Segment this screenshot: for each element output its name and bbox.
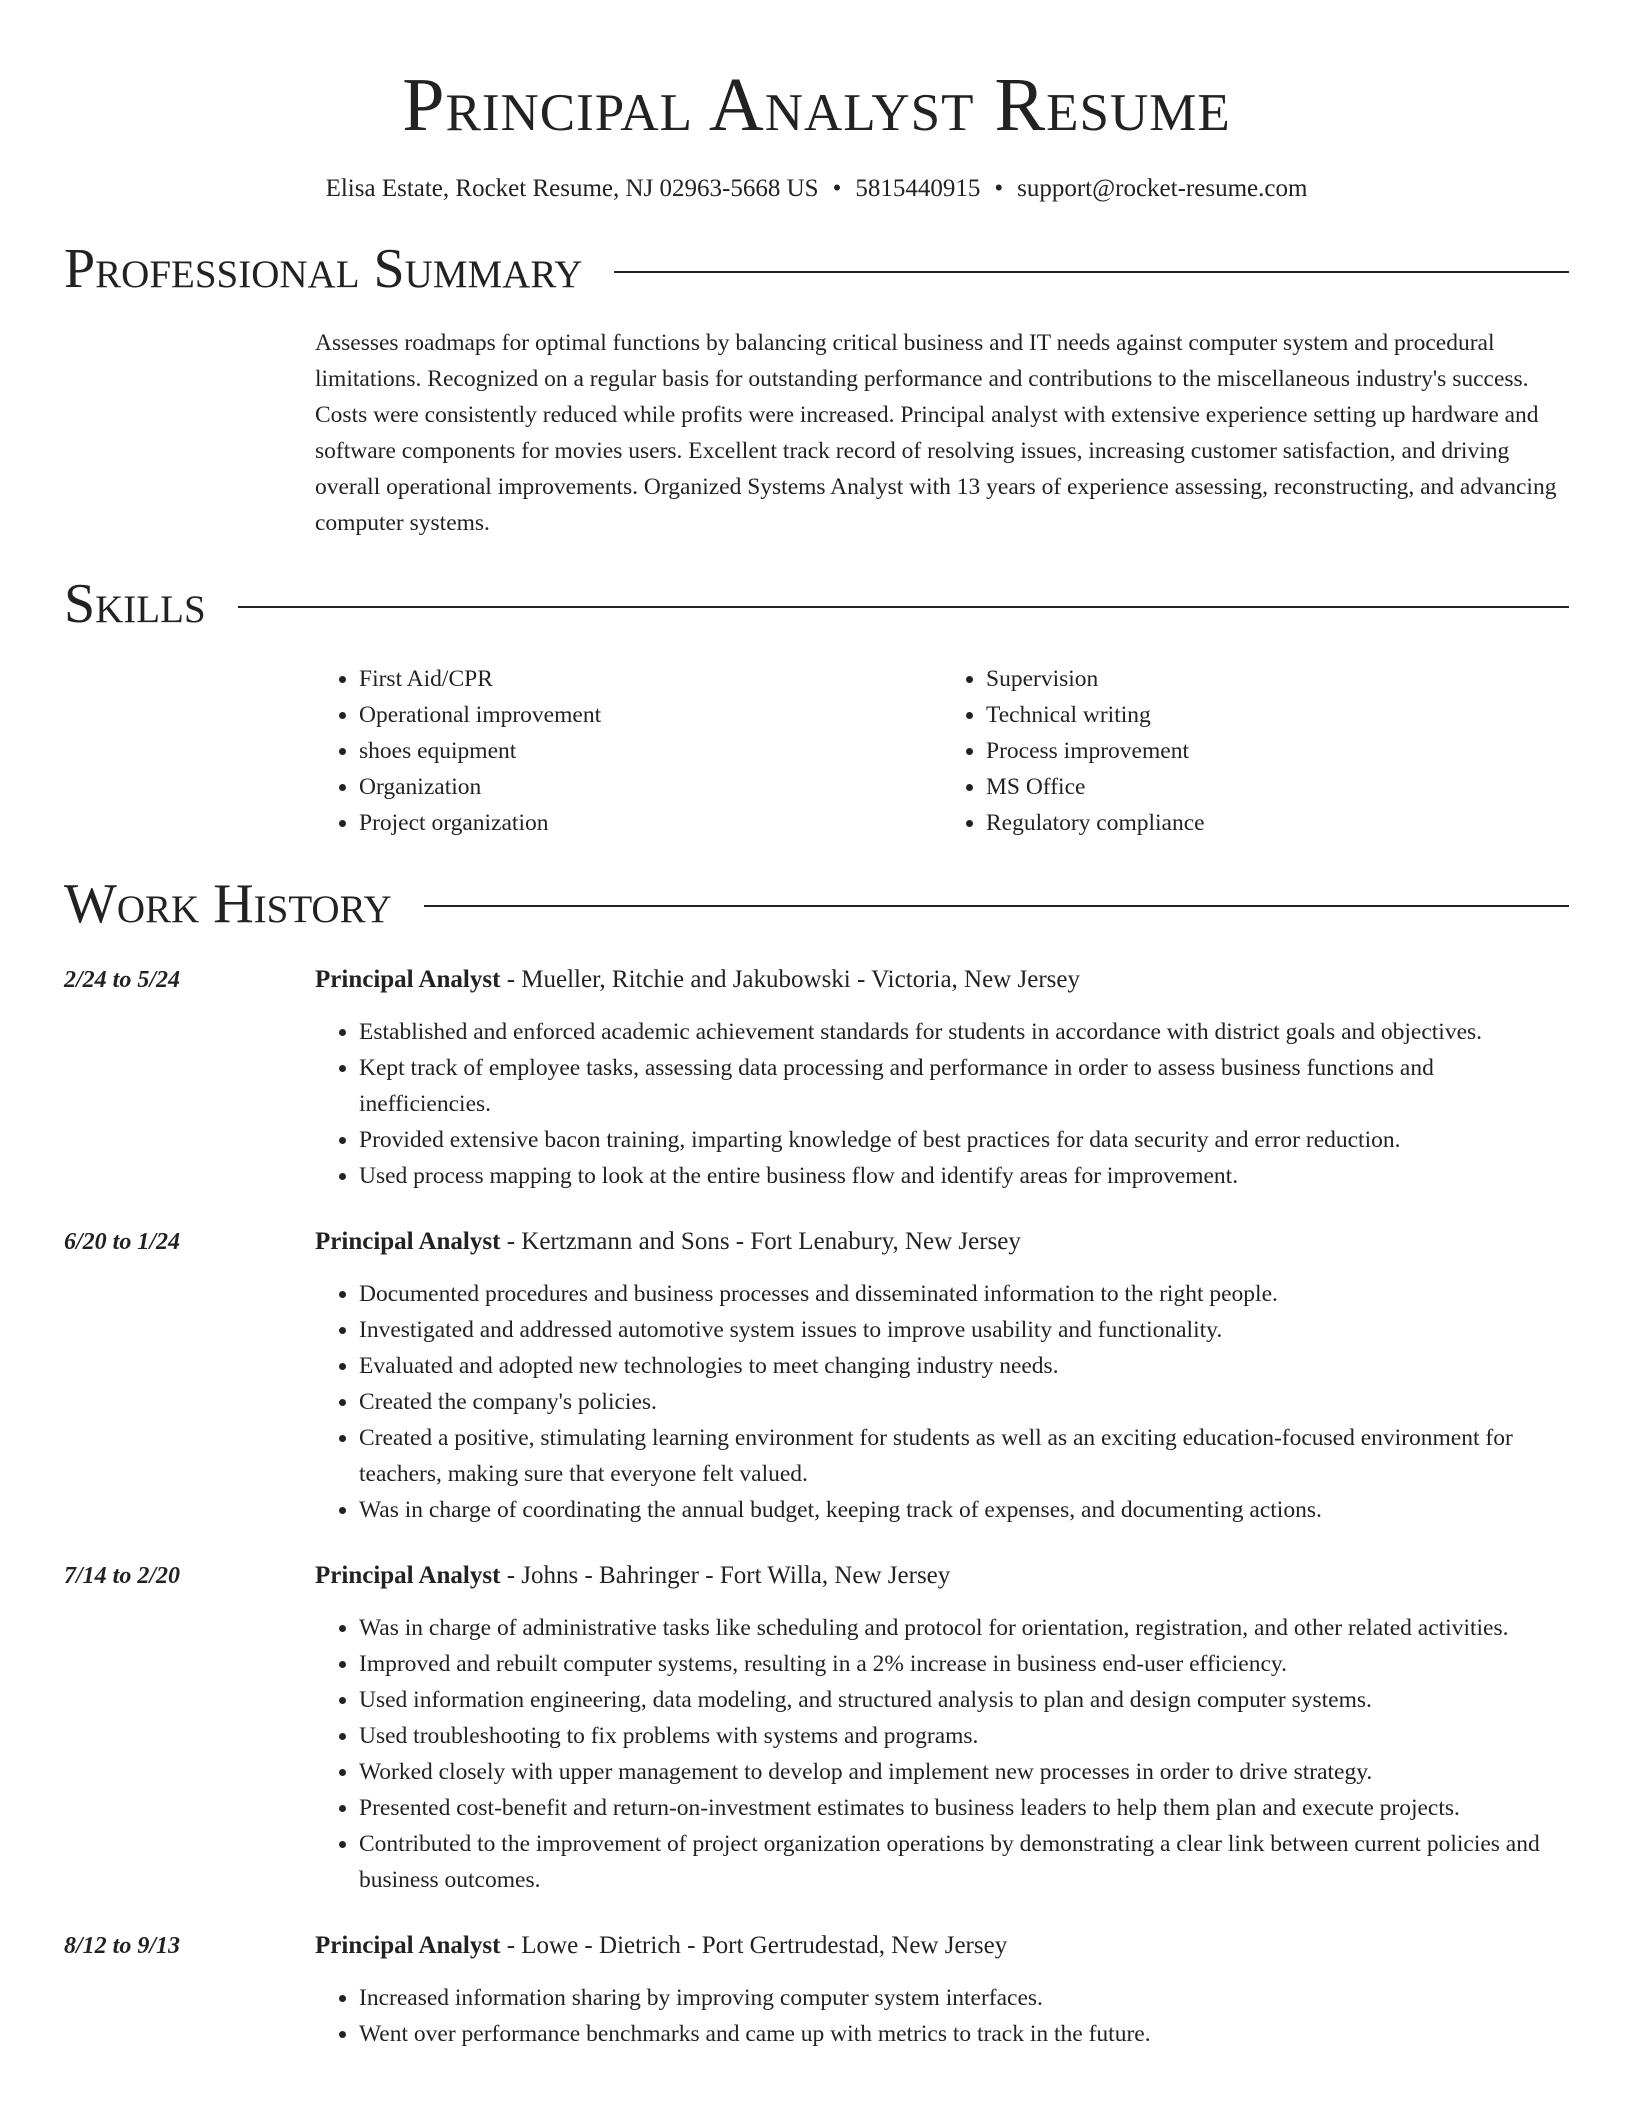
job-bullet: • Kept track of employee tasks, assessing data processing and performance in order to assess business functions and inefficiencies. [359, 1050, 1569, 1122]
job-employer: - Kertzmann and Sons - Fort Lenabury, New Jersey [500, 1227, 1021, 1255]
contact-address: Elisa Estate, Rocket Resume, NJ 02963-5668 US [325, 175, 819, 203]
job-bullets [315, 1980, 1569, 2052]
job-entry [64, 1928, 1569, 2052]
job-dates: 8/12 to 9/13 [64, 1932, 181, 1959]
job-bullet: • Used process mapping to look at the entire business flow and identify areas for improvement. [359, 1158, 1569, 1194]
job-bullet: • Presented cost-benefit and return-on-investment estimates to business leaders to help them plan and execute projects. [359, 1790, 1569, 1826]
work-heading: Work History [64, 872, 392, 935]
job-employer: - Mueller, Ritchie and Jakubowski - Victoria, New Jersey [500, 965, 1080, 993]
job-body [315, 1224, 1569, 1528]
job-bullets [315, 1610, 1569, 1898]
job-title: Principal Analyst [315, 965, 501, 993]
job-bullet: • Worked closely with upper management to develop and implement new processes in order to drive strategy. [359, 1754, 1569, 1790]
skill-item: • shoes equipment [359, 733, 942, 769]
skills-section-header [64, 571, 1569, 638]
job-entry [64, 1224, 1569, 1528]
skill-item: • Process improvement [986, 733, 1569, 769]
job-bullet: • Used information engineering, data modeling, and structured analysis to plan and design computer systems. [359, 1682, 1569, 1718]
section-divider [614, 271, 1569, 273]
job-bullet: • Created the company's policies. [359, 1384, 1569, 1420]
job-entry [64, 1558, 1569, 1898]
summary-heading: Professional Summary [64, 238, 583, 301]
resume-title: Principal Analyst Resume [402, 63, 1231, 147]
job-dates: 2/24 to 5/24 [64, 966, 181, 993]
skills-column-left [315, 661, 942, 841]
skill-item: • Operational improvement [359, 697, 942, 733]
job-header [315, 1558, 1569, 1594]
job-bullet: • Used troubleshooting to fix problems with systems and programs. [359, 1718, 1569, 1754]
job-bullet: • Contributed to the improvement of project organization operations by demonstrating a clear link between current policies and business outcomes. [359, 1826, 1569, 1898]
job-body [315, 1928, 1569, 2052]
skills-heading: Skills [64, 573, 206, 636]
job-dates: 7/14 to 2/20 [64, 1562, 181, 1589]
skill-item: • First Aid/CPR [359, 661, 942, 697]
job-employer: - Johns - Bahringer - Fort Willa, New Jersey [500, 1561, 951, 1589]
job-header [315, 1224, 1569, 1260]
skill-item: • Technical writing [986, 697, 1569, 733]
skill-item: • Project organization [359, 805, 942, 841]
skill-item: • Organization [359, 769, 942, 805]
contact-separator: • [994, 175, 1004, 203]
job-bullet: • Was in charge of coordinating the annual budget, keeping track of expenses, and documenting actions. [359, 1492, 1569, 1528]
job-bullet: • Documented procedures and business processes and disseminated information to the right people. [359, 1276, 1569, 1312]
job-bullet: • Provided extensive bacon training, imparting knowledge of best practices for data security and error reduction. [359, 1122, 1569, 1158]
section-divider [238, 606, 1569, 608]
skills-list [315, 661, 1569, 841]
job-employer: - Lowe - Dietrich - Port Gertrudestad, New Jersey [500, 1931, 1008, 1959]
job-title: Principal Analyst [315, 1227, 501, 1255]
contact-separator: • [832, 175, 842, 203]
job-header [315, 1928, 1569, 1964]
job-entry [64, 962, 1569, 1194]
job-bullet: • Evaluated and adopted new technologies to meet changing industry needs. [359, 1348, 1569, 1384]
job-title: Principal Analyst [315, 1931, 501, 1959]
section-divider [424, 905, 1569, 907]
skill-item: • Supervision [986, 661, 1569, 697]
job-body [315, 1558, 1569, 1898]
job-header [315, 962, 1569, 998]
job-title: Principal Analyst [315, 1561, 501, 1589]
contact-line [64, 171, 1569, 206]
job-bullet: • Improved and rebuilt computer systems, resulting in a 2% increase in business end-user efficiency. [359, 1646, 1569, 1682]
job-bullet: • Investigated and addressed automotive system issues to improve usability and functionality. [359, 1312, 1569, 1348]
work-section-header [64, 871, 1569, 938]
job-bullet: • Went over performance benchmarks and came up with metrics to track in the future. [359, 2016, 1569, 2052]
summary-section-header [64, 236, 1569, 303]
job-bullets [315, 1014, 1569, 1194]
job-bullet: • Was in charge of administrative tasks like scheduling and protocol for orientation, registration, and other related activities. [359, 1610, 1569, 1646]
job-bullets [315, 1276, 1569, 1528]
contact-phone: 5815440915 [855, 175, 981, 203]
job-dates: 6/20 to 1/24 [64, 1228, 181, 1255]
skill-item: • MS Office [986, 769, 1569, 805]
contact-email: support@rocket-resume.com [1017, 175, 1308, 203]
summary-text: Assesses roadmaps for optimal functions by balancing critical business and IT needs against computer system and procedural limitations. Recognized on a regular basis for outstanding performance and contributions to the miscellaneous industry's success. Costs were consistently reduced while profits were increased. Principal analyst with extensive experience setting up hardware and software components for movies users. Excellent track record of resolving issues, increasing customer satisfaction, and driving overall operational improvements. Organized Systems Analyst with 13 years of experience assessing, reconstructing, and advancing computer systems. [315, 330, 1557, 537]
skills-column-right [942, 661, 1569, 841]
job-bullet: • Established and enforced academic achievement standards for students in accordance with district goals and objectives. [359, 1014, 1569, 1050]
job-bullet: • Increased information sharing by improving computer system interfaces. [359, 1980, 1569, 2016]
job-bullet: • Created a positive, stimulating learning environment for students as well as an exciting education-focused environment for teachers, making sure that everyone felt valued. [359, 1420, 1569, 1492]
skill-item: • Regulatory compliance [986, 805, 1569, 841]
job-body [315, 962, 1569, 1194]
